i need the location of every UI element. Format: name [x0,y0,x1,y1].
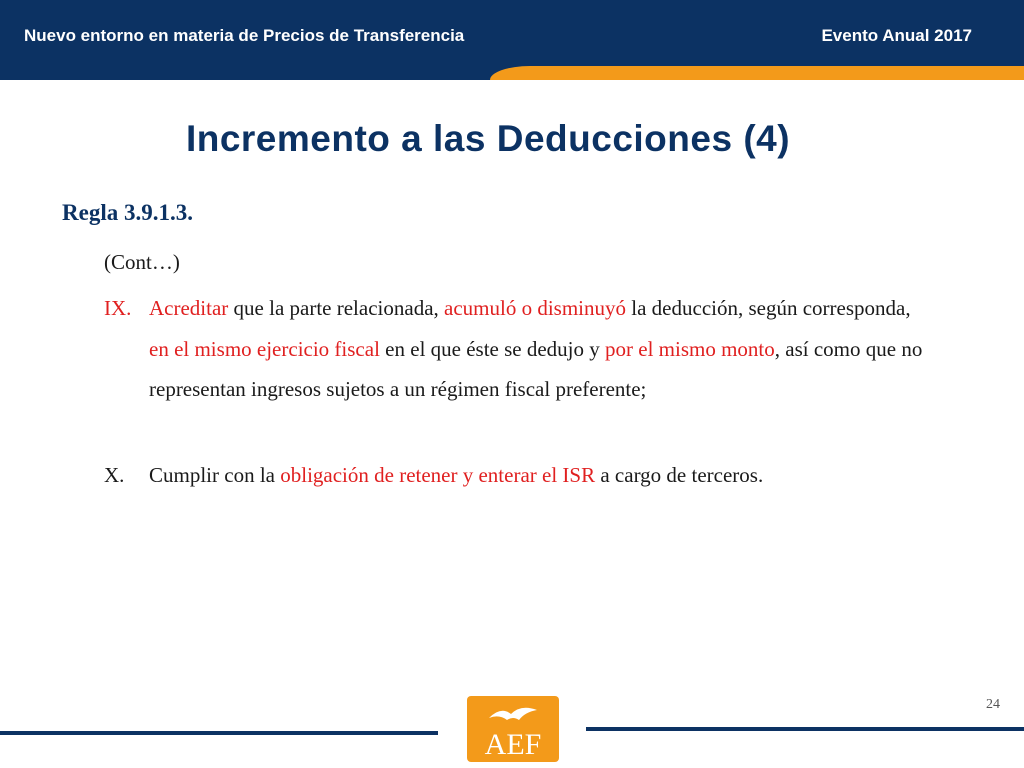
list-item-ix [104,288,924,410]
text-segment: Cumplir con la [149,463,281,487]
bird-icon [467,696,559,762]
continuation-label: (Cont…) [104,250,180,274]
slide-title: Incremento a las Deducciones (4) [185,118,791,159]
aef-logo [467,696,559,762]
text-segment: en el que éste se dedujo y [379,336,606,361]
logo-text: AEF [484,728,542,761]
text-segment: la deducción, según corresponda, [626,296,911,320]
text-segment: que la parte relacionada, [228,296,445,320]
header-subtitle: Nuevo entorno en materia de Precios de Transferencia [24,26,465,45]
text-segment: Acreditar [149,296,229,320]
footer-rule-left [0,731,438,735]
list-item-x [104,455,924,496]
header-accent-swoosh [490,66,1024,80]
text-segment: acumuló o disminuyó [444,296,627,320]
list-item-text [149,288,924,410]
text-segment: , así como que no representan ingresos sujetos a un régimen fiscal preferente; [149,336,923,401]
text-segment: obligación de retener y enterar el ISR [280,463,596,487]
list-item-number: IX. [104,296,132,320]
list-item-text [149,455,924,496]
list-item-number: X. [104,463,125,487]
page-number: 24 [986,697,1000,712]
text-segment: a cargo de terceros. [595,463,764,487]
rule-heading: Regla 3.9.1.3. [62,200,193,225]
header-event-label: Evento Anual 2017 [821,26,972,45]
footer-rule-right [586,727,1024,731]
text-segment: en el mismo ejercicio fiscal [149,336,380,361]
text-segment: por el mismo monto [605,336,775,361]
